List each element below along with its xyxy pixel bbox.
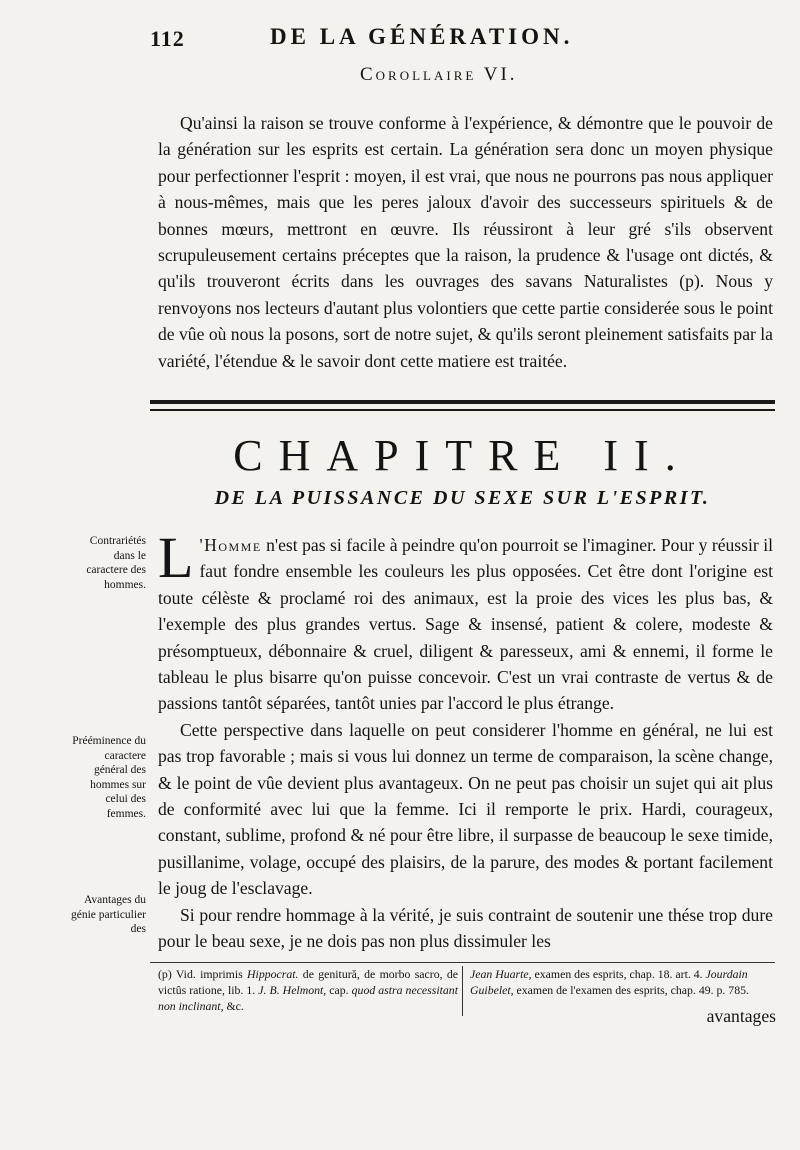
footnote-author: Jourdain Guibelet,: [470, 967, 748, 997]
running-head: [150, 24, 770, 56]
chapter-subtitle: DE LA PUISSANCE DU SEXE SUR L'ESPRIT.: [214, 487, 711, 509]
paragraph-1-text: n'est pas si facile à peindre qu'on pourroit se l'imaginer. Pour y réussir il faut fondre ensemble les couleurs les plus opposées. Cet être dont l'origine est toute célèste & proclamé roi des animaux, est la proie des vices les plus bas, & l'exemple des plus grandes vertus. Sage & insensé, patient & colere, modeste & présomptueux, débonnaire & cruel, diligent & paresseux, ami & ennemi, il forme le tableau le plus bisarre qu'on puisse concevoir. C'est un vrai contraste de vertus & de passions tantôt séparées, tantôt unies par l'accord le plus étrange.: [158, 535, 773, 714]
footnote-text: Vid. imprimis: [171, 967, 248, 981]
running-title: DE LA GÉNÉRATION.: [270, 24, 574, 49]
footnote-text: de genitură, de morbo sacro, de victûs ratione, lib. 1.: [158, 967, 458, 997]
section-rule-thin: [150, 409, 775, 411]
body-paragraph-3: Si pour rendre hommage à la vérité, je suis contraint de soutenir une thése trop dure pour le beau sexe, je ne dois pas non plus dissimuler les: [158, 904, 773, 952]
corollary-paragraph: Qu'ainsi la raison se trouve conforme à l'expérience, & démontre que le pouvoir de la génération sur les esprits est certain. La génération sera donc un moyen physique pour perfectionner l'esprit : moyen, il est vrai, que nous ne pourrons pas nous appliquer à nous-mêmes, mais que les peres jaloux d'avoir des successeurs spirituels & de bonnes mœurs, mettront en œuvre. Ils réussiront à leur gré s'ils observent scrupuleusement certains préceptes que la raison, la prudence & l'usage ont dictés, & qu'ils trouveront écrits dans les ouvrages des savans Naturalistes (p). Nous y renvoyons nos lecteurs d'autant plus volontiers que cette partie considerée sous le point de vûe où nous la posons, sort de notre sujet, & qu'ils seront pleinement satisfaits par la variété, l'étendue & le savoir dont cette matiere est traitée.: [158, 113, 773, 371]
footnote-column-divider: [462, 966, 463, 1016]
footnote-text: examen de l'examen des esprits, chap. 49. p. 785.: [513, 983, 749, 997]
footnote-rule: [150, 962, 775, 963]
catchword: avantages: [706, 1006, 776, 1026]
footnote-work-title: quod astra necessitant non inclinant,: [158, 983, 458, 1013]
footnote-right-column: [470, 966, 780, 998]
footnote-left-column: [158, 966, 458, 1014]
footnote-author: Hippocrat.: [247, 967, 299, 981]
small-caps-word: 'Homme: [199, 535, 262, 555]
chapter-title: CHAPITRE II.: [233, 431, 692, 480]
corollary-section: [158, 110, 773, 374]
marginal-note-contrarietes: Contrariétés dans le caractere des hommes.: [86, 535, 146, 591]
corollary-heading: Corollaire VI.: [360, 64, 518, 85]
footnote-text: examen des esprits, chap. 18. art. 4.: [531, 967, 706, 981]
footnote-marker: (p): [158, 967, 172, 981]
footnote-text: cap.: [326, 983, 352, 997]
chapter-body: [158, 525, 773, 955]
body-paragraph-1: [158, 525, 773, 717]
section-rule-thick: [150, 400, 775, 404]
footnote-text: &c.: [223, 999, 244, 1013]
marginal-note-avantages: Avantages du génie particulier des: [70, 894, 146, 935]
marginal-note-preeminence: Prééminence du caractere général des hommes sur celui des femmes.: [72, 735, 146, 820]
page-number: 112: [150, 26, 185, 51]
body-paragraph-2: Cette perspective dans laquelle on peut considerer l'homme en général, ne lui est pas trop favorable ; mais si vous lui donnez un terme de comparaison, la scène change, & le point de vûe devient plus avantageux. On ne peut pas choisir un sujet qui ait plus de conformité avec lui que la femme. Ici il remporte le prix. Hardi, courageux, constant, sublime, profond & né pour être libre, il surpasse de beaucoup le sexe timide, pusillanime, volage, occupé des plaisirs, de la parure, des modes & portant facilement le joug de l'esclavage.: [158, 719, 773, 899]
footnote-author: Jean Huarte,: [470, 967, 532, 981]
drop-cap: L: [158, 525, 194, 590]
footnote-author: J. B. Helmont,: [258, 983, 327, 997]
